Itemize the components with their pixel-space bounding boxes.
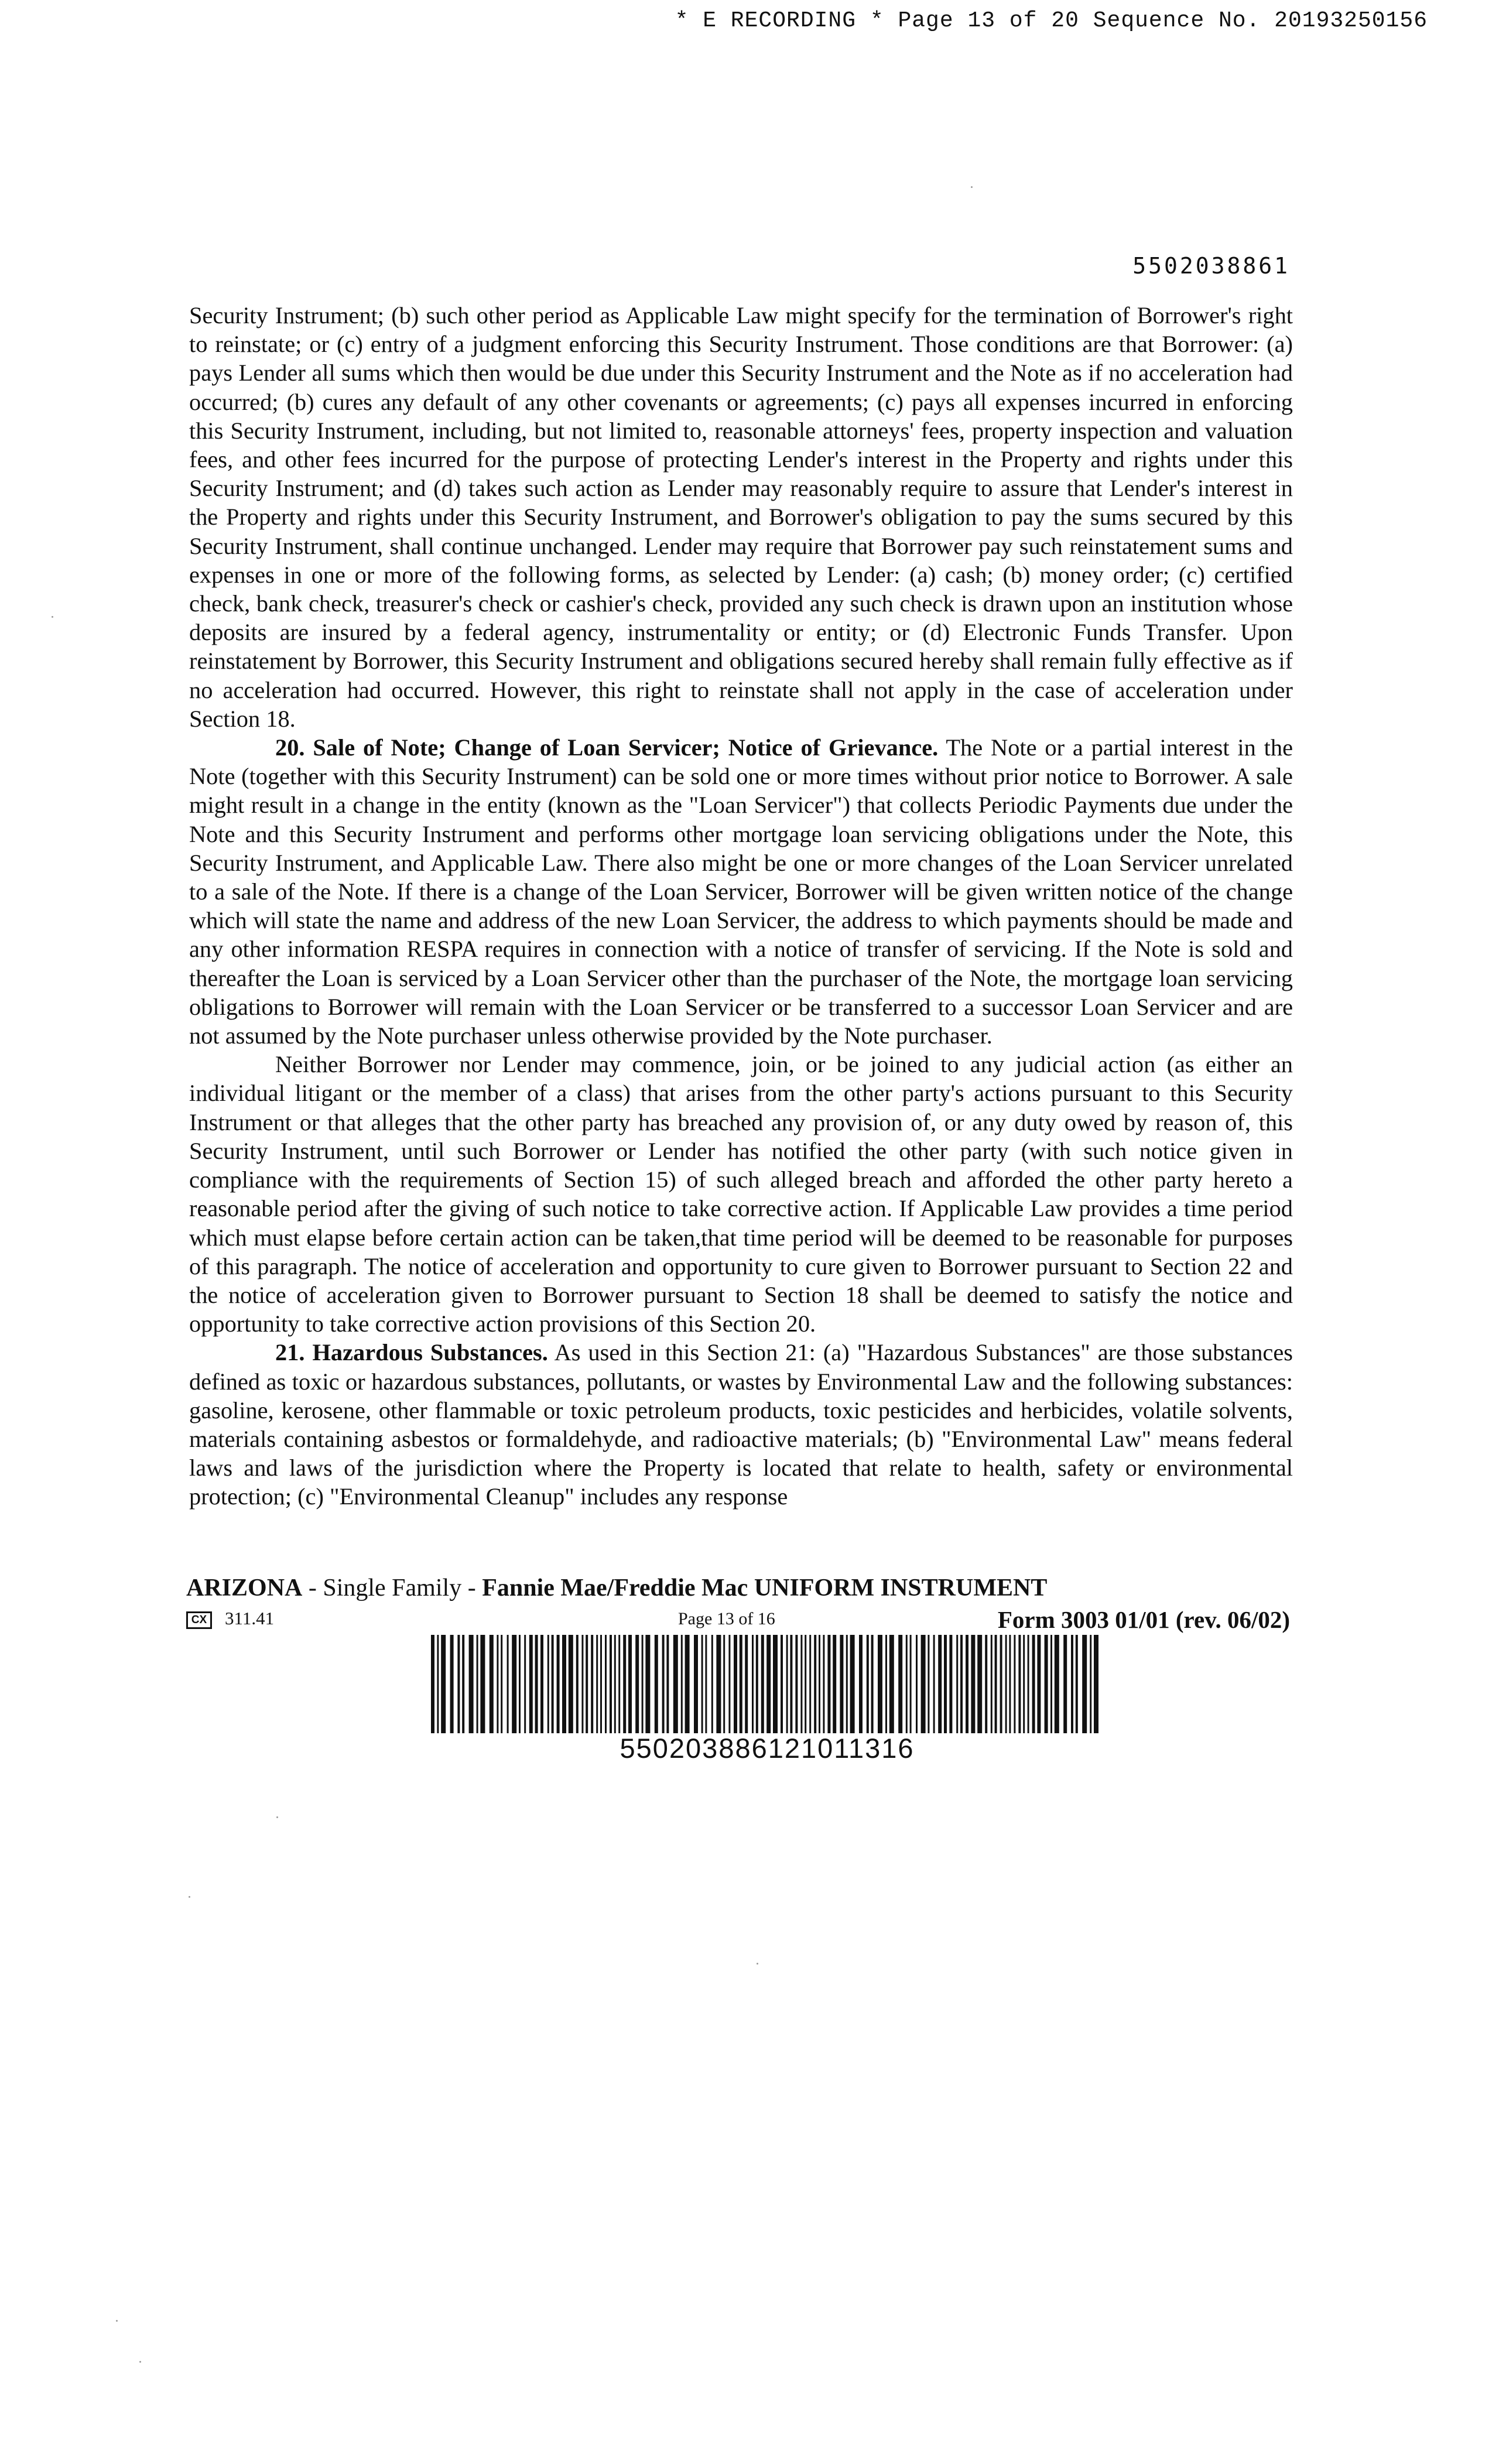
barcode-bar bbox=[569, 1635, 573, 1733]
paragraph-text: The Note or a partial interest in the Note (together with this Security Instrument) can be sold one or more times without prior notice to Borrower. A sale might result in a change in the entity (known as the "Loan Servicer") that collects Periodic Payments due under the Note and this Security Instrument and performs other mortgage loan servicing obligations under the Note, this Security Instrument, and Applicable Law. There also might be one or more changes of the Loan Servicer unrelated to a sale of the Note. If there is a change of the Loan Servicer, Borrower will be given written notice of the change which will state the name and address of the new Loan Servicer, the address to which payments should be made and any other information RESPA requires in connection with a notice of transfer of servicing. If the Note is sold and thereafter the Loan is serviced by a Loan Servicer other than the purchaser of the Note, the mortgage loan servicing obligations to Borrower will remain with the Loan Servicer or be transferred to a successor Loan Servicer and are not assumed by the Note purchaser unless otherwise provided by the Note purchaser. bbox=[189, 734, 1293, 1049]
barcode-bar bbox=[562, 1635, 566, 1733]
barcode-bar bbox=[480, 1635, 485, 1733]
barcode-bar bbox=[833, 1635, 836, 1733]
barcode-bar bbox=[786, 1635, 788, 1733]
barcode-bar bbox=[761, 1635, 764, 1733]
barcode-bar bbox=[740, 1635, 742, 1733]
barcode-bar bbox=[944, 1635, 947, 1733]
barcode-bar bbox=[956, 1635, 958, 1733]
barcode-bar bbox=[995, 1635, 997, 1733]
barcode-bar bbox=[635, 1635, 639, 1733]
barcode-bar bbox=[614, 1635, 616, 1733]
barcode-bar bbox=[809, 1635, 811, 1733]
section-heading: 20. Sale of Note; Change of Loan Servicer; Notice of Grievance. bbox=[275, 734, 939, 761]
barcode-bar bbox=[885, 1635, 887, 1733]
paragraph-reinstatement bbox=[189, 301, 1293, 733]
barcode-bar bbox=[547, 1635, 549, 1733]
scan-speck bbox=[757, 1963, 758, 1965]
barcode-bar bbox=[673, 1635, 678, 1733]
barcode-bar bbox=[871, 1635, 874, 1733]
barcode-bar bbox=[1055, 1635, 1059, 1733]
barcode-bar bbox=[1009, 1635, 1011, 1733]
barcode-bar bbox=[800, 1635, 802, 1733]
barcode-bar bbox=[745, 1635, 748, 1733]
barcode-bar bbox=[1082, 1635, 1087, 1733]
barcode-bar bbox=[450, 1635, 454, 1733]
barcode-bar bbox=[497, 1635, 498, 1733]
barcode-bar bbox=[512, 1635, 516, 1733]
barcode-bar bbox=[814, 1635, 816, 1733]
barcode-bar bbox=[819, 1635, 820, 1733]
barcode-bar bbox=[898, 1635, 902, 1733]
paragraph-text: Security Instrument; (b) such other period as Applicable Law might specify for the termination of Borrower's right to reinstate; or (c) entry of a judgment enforcing this Security Instrument. Those conditions are that Borrower: (a) pays Lender all sums which then would be due under this Security Instrument and the Note as if no acceleration had occurred; (b) cures any default of any other covenants or agreements; (c) pays all expenses incurred in enforcing this Security Instrument, including, but not limited to, reasonable attorneys' fees, property inspection and valuation fees, and other fees incurred for the purpose of protecting Lender's interest in the Property and rights under this Security Instrument; and (d) takes such action as Lender may reasonably require to assure that Lender's interest in the Property and rights under this Security Instrument, and Borrower's obligation to pay the sums secured by this Security Instrument, shall continue unchanged. Lender may require that Borrower pay such reinstatement sums and expenses in one or more of the following forms, as selected by Lender: (a) cash; (b) money order; (c) certified check, bank check, treasurer's check or cashier's check, provided any such check is drawn upon an institution whose deposits are insured by a federal agency, instrumentality or entity; or (d) Electronic Funds Transfer. Upon reinstatement by Borrower, this Security Instrument and obligations secured hereby shall remain fully effective as if no acceleration had occurred. However, this right to reinstate shall not apply in the case of acceleration under Section 18. bbox=[189, 302, 1293, 732]
barcode-bar bbox=[921, 1635, 926, 1733]
barcode-bar bbox=[552, 1635, 554, 1733]
barcode-bar bbox=[1045, 1635, 1048, 1733]
barcode-bar bbox=[781, 1635, 783, 1733]
barcode-bar bbox=[756, 1635, 758, 1733]
footer-separator: - Single Family - bbox=[302, 1575, 482, 1601]
page-number: Page 13 of 16 bbox=[678, 1609, 775, 1628]
barcode-bar bbox=[1014, 1635, 1015, 1733]
barcode-bar bbox=[576, 1635, 579, 1733]
barcode-bar bbox=[1032, 1635, 1035, 1733]
barcode-bar bbox=[773, 1635, 778, 1733]
barcode-bar bbox=[850, 1635, 855, 1733]
paragraph-text: As used in this Section 21: (a) "Hazardous Substances" are those substances defined as toxic or hazardous substances, pollutants, or wastes by Environmental Law and the following substances: gasoline, kerosene, other flammable or toxic petroleum products, toxic pesticides and herbicides, volatile solvents, materials containing asbestos or formaldehyde, and radioactive materials; (b) "Environmental Law" means federal laws and laws of the jurisdiction where the Property is located that relate to health, safety or environmental protection; (c) "Environmental Cleanup" includes any response bbox=[189, 1339, 1293, 1510]
barcode-bar bbox=[790, 1635, 792, 1733]
barcode-bar bbox=[623, 1635, 626, 1733]
barcode-bar bbox=[681, 1635, 683, 1733]
barcode-bar bbox=[600, 1635, 602, 1733]
barcode-bar bbox=[723, 1635, 725, 1733]
barcode-bar bbox=[437, 1635, 439, 1733]
cx-logo-icon: CX bbox=[186, 1611, 212, 1629]
barcode-bar bbox=[859, 1635, 863, 1733]
barcode-bar bbox=[752, 1635, 754, 1733]
barcode-bar bbox=[906, 1635, 908, 1733]
barcode-bar bbox=[457, 1635, 460, 1733]
barcode-bar bbox=[734, 1635, 737, 1733]
scan-speck bbox=[971, 186, 973, 188]
barcode-bar bbox=[655, 1635, 658, 1733]
scan-speck bbox=[116, 2320, 118, 2322]
barcode-bar bbox=[966, 1635, 968, 1733]
barcode-bar bbox=[591, 1635, 593, 1733]
barcode-bar bbox=[728, 1635, 730, 1733]
barcode-bar bbox=[557, 1635, 560, 1733]
barcode-bar bbox=[991, 1635, 993, 1733]
barcode-bar bbox=[469, 1635, 474, 1733]
footer-state: ARIZONA bbox=[186, 1575, 303, 1601]
form-code bbox=[186, 1608, 274, 1629]
barcode-bar bbox=[705, 1635, 707, 1733]
barcode-bar bbox=[827, 1635, 830, 1733]
barcode-bar bbox=[490, 1635, 494, 1733]
section-heading: 21. Hazardous Substances. bbox=[275, 1339, 548, 1366]
barcode-bar bbox=[694, 1635, 698, 1733]
document-body bbox=[189, 301, 1293, 1511]
paragraph-section-20 bbox=[189, 733, 1293, 1050]
barcode-bar bbox=[1076, 1635, 1078, 1733]
barcode-bar bbox=[823, 1635, 824, 1733]
barcode-digits: 550203886121011316 bbox=[620, 1733, 915, 1764]
barcode-bar bbox=[1094, 1635, 1098, 1733]
scan-speck bbox=[189, 1896, 190, 1898]
barcode-bar bbox=[645, 1635, 650, 1733]
barcode-bar bbox=[910, 1635, 912, 1733]
barcode-bar bbox=[949, 1635, 952, 1733]
paragraph-section-21 bbox=[189, 1338, 1293, 1511]
recording-header: * E RECORDING * Page 13 of 20 Sequence No. 20193250156 bbox=[675, 8, 1428, 33]
barcode-bar bbox=[766, 1635, 771, 1733]
barcode-bar bbox=[878, 1635, 882, 1733]
barcode-bar bbox=[1005, 1635, 1007, 1733]
barcode-bar bbox=[928, 1635, 929, 1733]
barcode-bar bbox=[535, 1635, 538, 1733]
barcode-bar bbox=[1037, 1635, 1041, 1733]
paragraph-text: Neither Borrower nor Lender may commence, join, or be joined to any judicial action (as either an individual litigant or the member of a class) that arises from the other party's actions pursuant to this Security Instrument or that alleges that the other party has breached any provision of, or any duty owed by reason of, this Security Instrument, until such Borrower or Lender has notified the other party (with such notice given in compliance with the requirements of Section 15) of such alleged breach and afforded the other party hereto a reasonable period after the giving of such notice to take corrective action. If Applicable Law provides a time period which must elapse before certain action can be taken,that time period will be deemed to be reasonable for purposes of this paragraph. The notice of acceleration and opportunity to cure given to Borrower pursuant to Section 22 and the notice of acceleration given to Borrower pursuant to Section 18 shall be deemed to satisfy the notice and opportunity to take corrective action provisions of this Section 20. bbox=[189, 1051, 1293, 1337]
barcode-bar bbox=[477, 1635, 478, 1733]
barcode-bar bbox=[971, 1635, 975, 1733]
barcode-bar bbox=[685, 1635, 690, 1733]
barcode-bar bbox=[586, 1635, 588, 1733]
barcode-bar bbox=[610, 1635, 612, 1733]
barcode-bar bbox=[840, 1635, 843, 1733]
barcode-bar bbox=[1090, 1635, 1091, 1733]
barcode-bar bbox=[716, 1635, 721, 1733]
barcode-bar bbox=[985, 1635, 987, 1733]
barcode-image bbox=[431, 1635, 1103, 1733]
footer-row bbox=[186, 1606, 1290, 1635]
barcode-bar bbox=[916, 1635, 918, 1733]
paragraph-judicial-action bbox=[189, 1050, 1293, 1338]
scan-speck bbox=[276, 1816, 278, 1818]
barcode-bar bbox=[628, 1635, 632, 1733]
form-number: Form 3003 01/01 (rev. 06/02) bbox=[997, 1606, 1290, 1633]
loan-number: 5502038861 bbox=[1132, 253, 1290, 279]
barcode-bar bbox=[867, 1635, 869, 1733]
barcode-bar bbox=[1018, 1635, 1021, 1733]
barcode-bar bbox=[524, 1635, 526, 1733]
barcode-bar bbox=[540, 1635, 543, 1733]
barcode-bar bbox=[519, 1635, 521, 1733]
barcode-bar bbox=[596, 1635, 598, 1733]
barcode-bar bbox=[846, 1635, 848, 1733]
barcode-bar bbox=[618, 1635, 620, 1733]
barcode-bar bbox=[795, 1635, 798, 1733]
barcode-bar bbox=[1000, 1635, 1002, 1733]
barcode-bar bbox=[581, 1635, 583, 1733]
barcode-bar bbox=[933, 1635, 935, 1733]
footer-title bbox=[186, 1574, 1047, 1602]
barcode-bar bbox=[431, 1635, 434, 1733]
barcode-bar bbox=[1071, 1635, 1073, 1733]
barcode-bar bbox=[441, 1635, 446, 1733]
barcode-bar bbox=[977, 1635, 982, 1733]
barcode-bar bbox=[1023, 1635, 1025, 1733]
barcode-bar bbox=[605, 1635, 607, 1733]
barcode-bar bbox=[889, 1635, 894, 1733]
form-code-number: 311.41 bbox=[225, 1608, 275, 1628]
barcode-bar bbox=[507, 1635, 509, 1733]
barcode-bar bbox=[1063, 1635, 1067, 1733]
footer-instrument: Fannie Mae/Freddie Mac UNIFORM INSTRUMENT bbox=[482, 1575, 1048, 1601]
scan-speck bbox=[52, 616, 53, 618]
barcode-bar bbox=[711, 1635, 713, 1733]
barcode-bar bbox=[701, 1635, 703, 1733]
barcode-bar bbox=[1028, 1635, 1029, 1733]
scan-speck bbox=[139, 2361, 141, 2363]
barcode-bar bbox=[666, 1635, 669, 1733]
barcode-bar bbox=[501, 1635, 502, 1733]
barcode-bar bbox=[1050, 1635, 1052, 1733]
barcode-bar bbox=[805, 1635, 806, 1733]
barcode-bar bbox=[960, 1635, 963, 1733]
barcode-bar bbox=[462, 1635, 464, 1733]
barcode-bar bbox=[938, 1635, 942, 1733]
barcode-bar bbox=[642, 1635, 644, 1733]
barcode-bar bbox=[529, 1635, 533, 1733]
barcode-bar bbox=[662, 1635, 665, 1733]
